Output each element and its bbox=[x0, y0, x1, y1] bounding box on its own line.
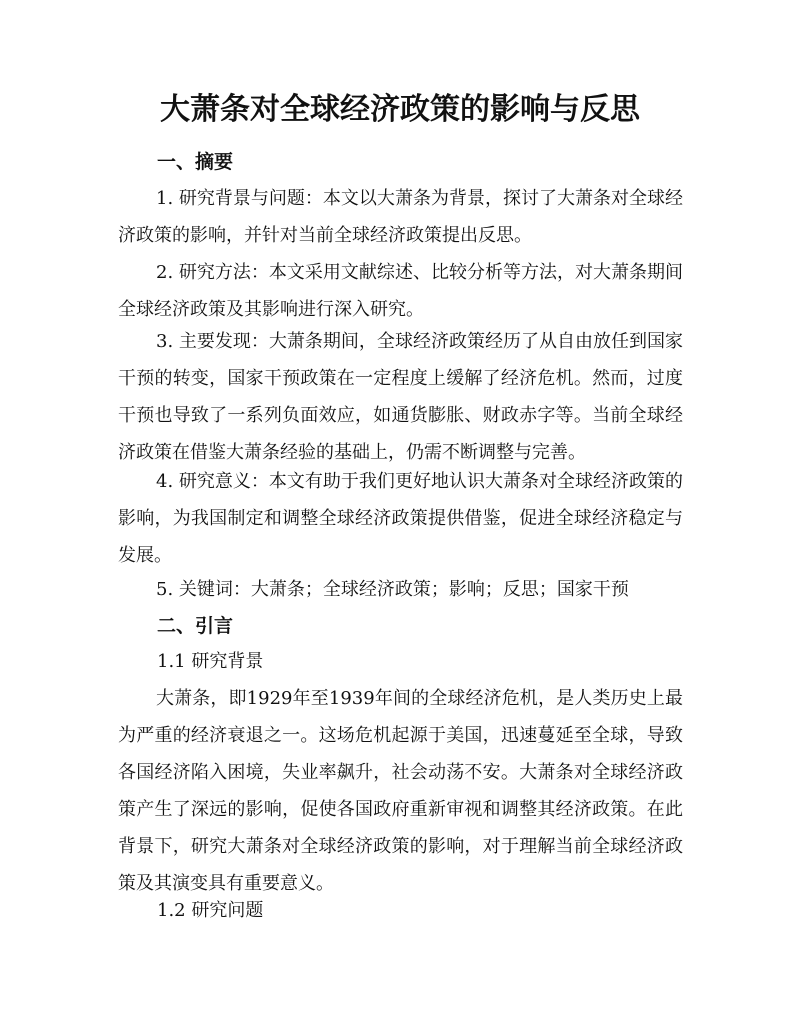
introduction-paragraph-background: 大萧条，即1929年至1939年间的全球经济危机，是人类历史上最为严重的经济衰退之一。这场危机起源于美国，迅速蔓延至全球，导致各国经济陷入困境，失业率飙升，社会动荡不安。大萧条对全球经济政策产生了深远的影响，促使各国政府重新审视和调整其经济政策。在此背景下，研究大萧条对全球经济政策的影响，对于理解当前全球经济政策及其演变具有重要意义。 bbox=[118, 688, 683, 894]
abstract-paragraph-significance: 4. 研究意义：本文有助于我们更好地认识大萧条对全球经济政策的影响，为我国制定和调整全球经济政策提供借鉴，促进全球经济稳定与发展。 bbox=[118, 471, 683, 566]
subsection-heading-background: 1.1 研究背景 bbox=[157, 651, 264, 672]
abstract-paragraph-findings: 3. 主要发现：大萧条期间，全球经济政策经历了从自由放任到国家干预的转变，国家干预政策在一定程度上缓解了经济危机。然而，过度干预也导致了一系列负面效应，如通货膨胀、财政赤字等。当前全球经济政策在借鉴大萧条经验的基础上，仍需不断调整与完善。 bbox=[118, 331, 683, 463]
section-heading-introduction: 二、引言 bbox=[157, 615, 234, 637]
abstract-paragraph-method: 2. 研究方法：本文采用文献综述、比较分析等方法，对大萧条期间全球经济政策及其影响进行深入研究。 bbox=[118, 262, 683, 320]
section-heading-abstract: 一、摘要 bbox=[157, 151, 234, 173]
abstract-paragraph-background: 1. 研究背景与问题：本文以大萧条为背景，探讨了大萧条对全球经济政策的影响，并针对当前全球经济政策提出反思。 bbox=[118, 188, 683, 246]
subsection-heading-question: 1.2 研究问题 bbox=[157, 900, 264, 921]
abstract-paragraph-keywords: 5. 关键词：大萧条；全球经济政策；影响；反思；国家干预 bbox=[156, 579, 629, 600]
document-title: 大萧条对全球经济政策的影响与反思 bbox=[160, 92, 640, 127]
